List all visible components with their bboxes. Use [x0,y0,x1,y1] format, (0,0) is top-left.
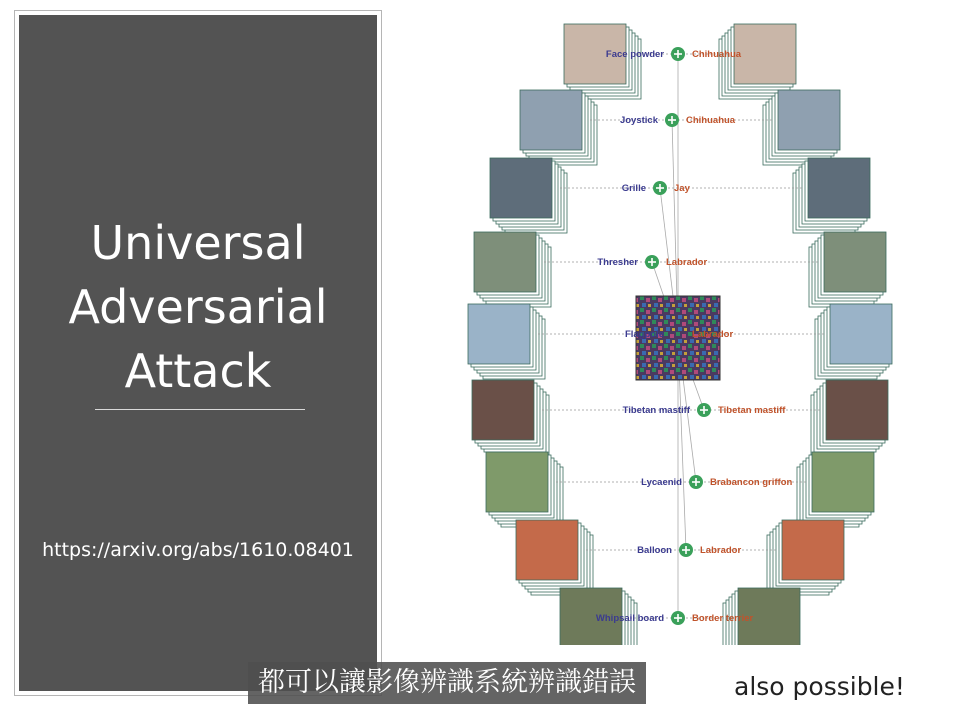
paper-url: https://arxiv.org/abs/1610.08401 [42,539,354,561]
left-stack-frame [486,452,548,512]
left-class-label: Balloon [637,545,672,556]
left-stack-frame [474,232,536,292]
right-stack-frame [812,452,874,512]
title-divider [95,409,305,410]
right-class-label: Tibetan mastiff [718,405,786,416]
subtitle-caption: 都可以讓影像辨識系統辨識錯誤 [248,662,646,704]
right-stack-frame [734,24,796,84]
adversarial-figure [460,20,900,645]
right-class-label: Labrador [666,257,708,268]
slide-trailing-text: also possible! [734,672,905,701]
slide-title-line-3: Attack [124,344,272,398]
right-class-label: Labrador [700,545,742,556]
slide-title [19,211,377,403]
left-class-label: Face powder [605,49,664,60]
right-class-label: Brabancon griffon [710,477,793,488]
title-panel [14,10,382,696]
right-stack-frame [830,304,892,364]
right-stack-frame [808,158,870,218]
right-class-label: Chihuahua [692,49,742,60]
right-class-label: Labrador [692,329,734,340]
left-stack-frame [520,90,582,150]
right-stack-frame [824,232,886,292]
right-image-stacks [719,24,892,645]
right-class-label: Jay [674,183,690,194]
right-stack-frame [782,520,844,580]
left-image-stacks [468,24,641,645]
left-stack-frame [490,158,552,218]
right-stack-frame [826,380,888,440]
left-class-label: Joystick [619,115,658,126]
left-class-label: Whipsail board [595,613,664,624]
slide-title-line-1: Universal [90,216,306,270]
left-class-label: Flagpole [624,329,664,340]
left-stack-frame [468,304,530,364]
left-class-label: Grille [621,183,646,194]
title-panel-background [19,15,377,691]
right-stack-frame [778,90,840,150]
right-class-label: Chihuahua [686,115,736,126]
left-class-label: Lycaenid [641,477,682,488]
right-class-label: Border terrier [692,613,754,624]
left-class-label: Thresher [597,257,638,268]
left-class-label: Tibetan mastiff [622,405,690,416]
slide-title-line-2: Adversarial [68,280,328,334]
left-stack-frame [472,380,534,440]
left-stack-frame [516,520,578,580]
